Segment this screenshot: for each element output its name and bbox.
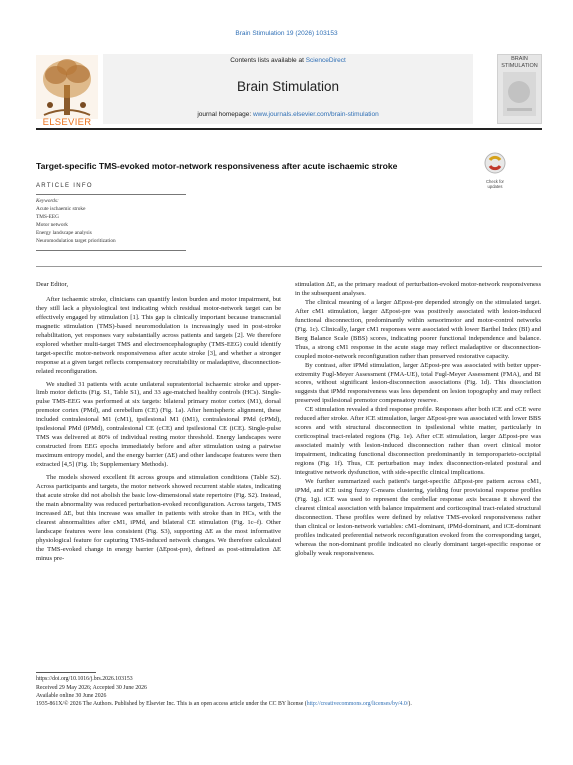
keyword-item: TMS-EEG [36, 214, 59, 220]
body-top-rule [36, 266, 542, 267]
cover-image [503, 72, 536, 116]
journal-title: Brain Stimulation [236, 79, 340, 94]
paragraph: We studied 31 patients with acute unilateral supratentorial ischaemic stroke and upper-limb motor deficits (Fig. S1, Table S1), and 33 age-matched healthy controls (HCs). Single-pulse TMS-EEG was performed at six targets: bilateral primary motor cortex (M1), dorsal premotor cortex (PMd), and cerebellum (CE) (Fig. 1a). After hemispheric alignment, these included contralesional M1 (cM1), ipsilesional M1 (iM1), contralesional PMd (cPMd), ipsilesional PMd (iPMd), contralesional CE (cCE) and ipsilesional CE (iCE). Single-pulse TMS was delivered at 80% of individual resting motor threshold. Energy landscapes were constructed from EEG epochs immediately before and after stimulation using a pairwise maximum entropy model, and the energy barrier (ΔE) and other landscape features were then extracted [4,5] (Fig. 1b; Supplementary Methods). [36, 380, 281, 469]
keyword-item: Motor network [36, 222, 68, 228]
homepage-prefix: journal homepage: [197, 111, 253, 118]
salutation: Dear Editor, [36, 281, 69, 288]
contents-prefix: Contents lists available at [230, 57, 306, 64]
homepage-link[interactable]: www.journals.elsevier.com/brain-stimulation [252, 111, 379, 118]
homepage-line [103, 111, 473, 118]
publisher-wordmark: ELSEVIER [42, 117, 92, 128]
left-column [36, 281, 281, 564]
license-text: 1935-861X/© 2026 The Authors. Published by Elsevier Inc. This is an open access article under the CC BY license ( [36, 701, 307, 707]
check-for-updates-icon [483, 151, 507, 175]
article-info-rule [36, 194, 186, 195]
contents-line [103, 57, 473, 64]
paragraph: After ischaemic stroke, clinicians can quantify lesion burden and motor impairment, but they still lack a physiological test indicating which residual motor-network target can be effectively engaged by stimulation [1]. This gap is clinically important because transcranial magnetic stimulation (TMS)-based neuromodulation is increasingly used in post-stroke rehabilitation, yet responses vary substantially across patients and targets [2]. We therefore explored whether multi-target TMS and electroencephalography (TMS-EEG) could identify target-specific motor-network responsiveness after acute stroke [3], and whether a stronger response at a given target reflects compensatory recruitability or maladaptive, disconnection-related reconfiguration. [36, 295, 281, 375]
cover-title: BRAIN STIMULATION [501, 56, 538, 69]
keyword-item: Energy landscape analysis [36, 230, 92, 236]
paragraph: We further summarized each patient's target-specific ΔEpost-pre pattern across cM1, iPMd, and iCE using fuzzy C-means clustering, yielding four provisional response profiles (Fig. 1g). iCE was used to represent the cerebellar response axis because it showed the clearest clinical association with balance impairment and corticospinal tract-related structural disconnection. These profiles were defined by relative TMS-evoked responsiveness rather than clinical or lesion-network variables: cM1-dominant, iPMd-dominant, and iCE-dominant profiles indicated preferential network reconfiguration evoked from the corresponding target, whereas the non-dominant profile indicated no clearly dominant target-specific response or globally weak responsiveness. [295, 477, 541, 557]
available-online: Available online 30 June 2026 [36, 693, 107, 699]
footer-rule [36, 672, 96, 673]
license-line [36, 701, 412, 707]
paragraph: The clinical meaning of a larger ΔEpost-pre depended strongly on the stimulated target. After cM1 stimulation, larger ΔEpost-pre was positively associated with lesion-induced functional disconnection, predominantly within sensorimotor and motor-control networks (Fig. 1c). Clinically, larger cM1 responses were associated with lower Barthel Index (BI) and Berg Balance Scale (BBS) scores, indicating poorer functional independence and balance. Thus, a strong cM1 response in the acute stage may reflect maladaptive or disconnection-coupled motor-network reconfiguration rather than preserved restorative capacity. [295, 298, 541, 360]
doi-link[interactable]: https://doi.org/10.1016/j.brs.2026.103153 [36, 676, 133, 682]
check-for-updates-label: Check for updates [486, 179, 504, 189]
keyword-item: Acute ischaemic stroke [36, 206, 86, 212]
license-suffix: ). [408, 701, 412, 707]
right-column [295, 281, 541, 559]
sciencedirect-link[interactable]: ScienceDirect [305, 57, 346, 64]
journal-reference[interactable]: Brain Stimulation 19 (2026) 103153 [235, 30, 338, 37]
paragraph: By contrast, after iPMd stimulation, larger ΔEpost-pre was associated with better upper-extremity Fugl-Meyer Assessment (FMA-UE), total Fugl-Meyer Assessment (FMA), and BI scores, without significant lesion-disconnection associations (Fig. 1d). This dissociation suggests that iPMd responsiveness was less dependent on lesion topography and may reflect preserved ipsilesional premotor compensatory reserve. [295, 361, 541, 405]
keywords-heading: Keywords: [36, 198, 59, 204]
paragraph: stimulation ΔE, as the primary readout of perturbation-evoked motor-network responsiveness in the subsequent analyses. [295, 281, 541, 297]
received-dates: Received 29 May 2026; Accepted 30 June 2026 [36, 685, 147, 691]
keywords-rule [36, 250, 186, 251]
elsevier-tree-logo [36, 55, 98, 119]
header-rule [36, 128, 542, 130]
paragraph: The models showed excellent fit across groups and stimulation conditions (Table S2). Across participants and targets, the motor network showed recurrent stable states, indicating that acute stroke did not abolish the basic low-dimensional state repertoire (Fig. S2). Instead, the main abnormality was reduced perturbation-evoked reconfiguration. Across targets, TMS increased ΔE, but this increase was smaller in patients with stroke than in HCs, with the clearest abnormalities after cM1, iPMd, and bilateral CE stimulation (Fig. 1c–f). Other landscape features were less consistent (Fig. S3), supporting ΔE as the most informative physiological feature for capturing TMS-induced network changes. We therefore calculated the TMS-evoked change in energy barrier (ΔEpost-pre), defined as post-stimulation ΔE minus pre- [36, 474, 281, 562]
keyword-item: Neuromodulation target prioritization [36, 238, 116, 244]
article-title: Target-specific TMS-evoked motor-network responsiveness after acute ischaemic stroke [36, 161, 398, 171]
license-link[interactable]: http://creativecommons.org/licenses/by/4.0/ [306, 701, 409, 707]
check-for-updates-badge[interactable] [483, 151, 507, 187]
article-info-heading: ARTICLE INFO [36, 183, 93, 189]
paragraph: CE stimulation revealed a third response profile. Responses after both iCE and cCE were reduced after stroke. After iCE stimulation, larger ΔEpost-pre was associated with lower BBS scores and with structural disconnection in ipsilesional white matter, particularly in corticospinal tract-related regions (Fig. 1e). After cCE stimulation, larger ΔEpost-pre was associated mainly with lesion-induced disconnection rather than overt clinical motor impairment, indicating functional disconnection predominantly in temporoparieto-occipital regions (Fig. 1f). Thus, CE perturbation may index disconnection-related postural and integrative network dysfunction, with side-specific clinical implications. [295, 406, 541, 477]
